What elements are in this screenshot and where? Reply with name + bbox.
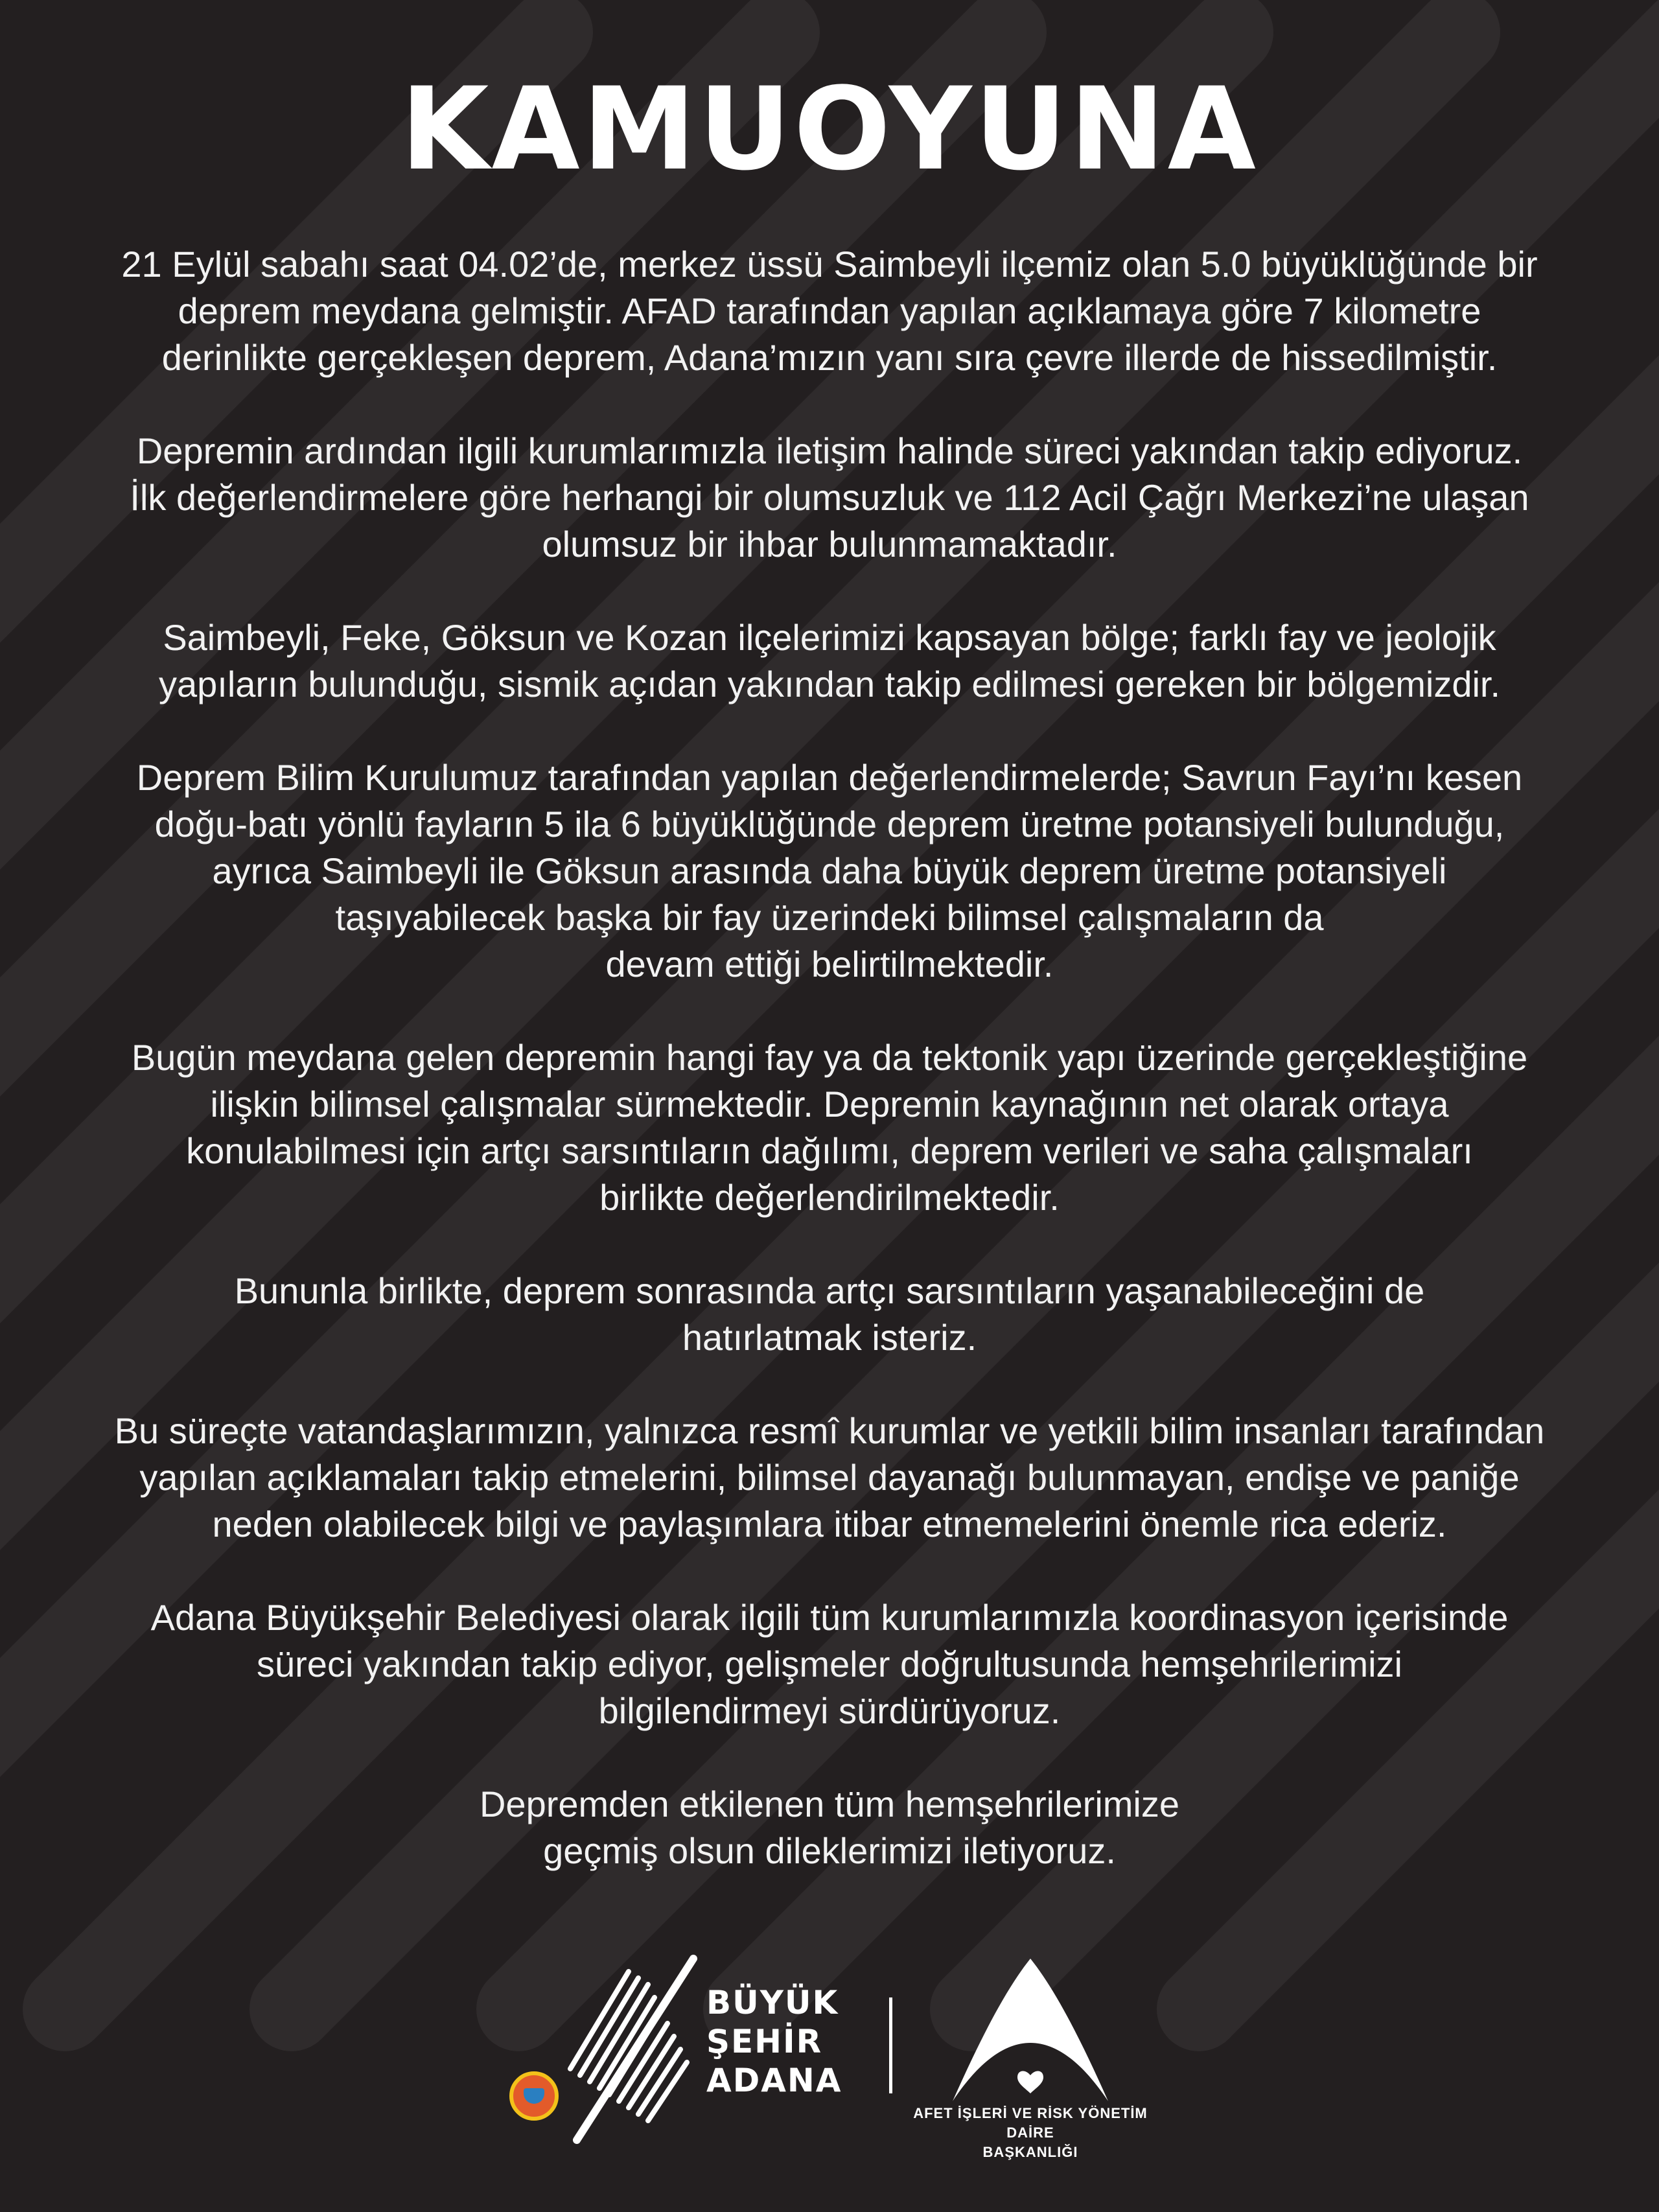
paragraph-line: 21 Eylül sabahı saat 04.02’de, merkez üssü Saimbeyli ilçemiz olan 5.0 büyüklüğünde bir xyxy=(121,244,1538,285)
paragraph xyxy=(71,1268,1588,1361)
footer-logos xyxy=(0,1938,1659,2158)
paragraph xyxy=(71,1594,1588,1734)
paragraph-line: Bu süreçte vatandaşlarımızın, yalnızca resmî kurumlar ve yetkili bilim insanları tarafından xyxy=(114,1410,1545,1451)
paragraph-line: süreci yakından takip ediyor, gelişmeler doğrultusunda hemşehrilerimizi xyxy=(257,1644,1402,1684)
paragraph-line: Bununla birlikte, deprem sonrasında artçı sarsıntıların yaşanabileceğini de xyxy=(234,1270,1425,1311)
paragraph xyxy=(71,1781,1588,1874)
logo-divider xyxy=(889,1997,892,2093)
paragraph-line: derinlikte gerçekleşen deprem, Adana’mızın yanı sıra çevre illerde de hissedilmiştir. xyxy=(161,337,1498,378)
paragraph-line: konulabilmesi için artçı sarsıntıların dağılımı, deprem verileri ve saha çalışmaları xyxy=(186,1130,1473,1171)
municipality-logo-mark-icon xyxy=(557,1946,700,2153)
paragraph-line: ilişkin bilimsel çalışmalar sürmektedir. Depremin kaynağının net olarak ortaya xyxy=(210,1084,1449,1124)
paragraph-line: geçmiş olsun dileklerimizi iletiyoruz. xyxy=(543,1830,1116,1871)
afad-caption xyxy=(901,2104,1160,2162)
paragraph-line: yapıların bulunduğu, sismik açıdan yakından takip edilmesi gereken bir bölgemizdir. xyxy=(158,664,1501,704)
paragraph-line: İlk değerlendirmelere göre herhangi bir olumsuzluk ve 112 Acil Çağrı Merkezi’ne ulaşan xyxy=(130,477,1529,518)
paragraph-line: birlikte değerlendirilmektedir. xyxy=(599,1177,1060,1218)
paragraph-line: Saimbeyli, Feke, Göksun ve Kozan ilçelerimizi kapsayan bölge; farklı fay ve jeolojik xyxy=(163,617,1496,658)
paragraph-line: Bugün meydana gelen depremin hangi fay ya da tektonik yapı üzerinde gerçekleştiğine xyxy=(131,1037,1528,1078)
paragraph-line: taşıyabilecek başka bir fay üzerindeki bilimsel çalışmaların da xyxy=(335,897,1324,938)
paragraph-line: Deprem Bilim Kurulumuz tarafından yapılan değerlendirmelerde; Savrun Fayı’nı kesen xyxy=(136,757,1523,798)
afad-caption-line: BAŞKANLIĞI xyxy=(982,2144,1078,2160)
municipality-logo-text xyxy=(706,1983,875,2100)
paragraph-line: Depremden etkilenen tüm hemşehrilerimize xyxy=(479,1784,1180,1824)
paragraph-line: deprem meydana gelmiştir. AFAD tarafından yapılan açıklamaya göre 7 kilometre xyxy=(178,290,1481,331)
paragraph-line: ayrıca Saimbeyli ile Göksun arasında daha büyük deprem üretme potansiyeli xyxy=(212,850,1447,891)
paragraph-line: olumsuz bir ihbar bulunmamaktadır. xyxy=(542,524,1117,565)
paragraph xyxy=(71,1408,1588,1548)
paragraph xyxy=(71,241,1588,381)
paragraph-line: bilgilendirmeyi sürdürüyoruz. xyxy=(598,1690,1061,1731)
afad-caption-line: AFET İŞLERİ VE RİSK YÖNETİM DAİRE xyxy=(913,2105,1148,2141)
paragraph-line: doğu-batı yönlü fayların 5 ila 6 büyüklüğünde deprem üretme potansiyeli bulunduğu, xyxy=(154,804,1505,844)
paragraph xyxy=(71,428,1588,568)
paragraph-line: yapılan açıklamaları takip etmelerini, bilimsel dayanağı bulunmayan, endişe ve paniğe xyxy=(139,1457,1520,1498)
municipality-logo-line: ADANA xyxy=(706,2062,842,2099)
municipality-logo-line: ŞEHİR xyxy=(706,2023,823,2060)
paragraph-line: Adana Büyükşehir Belediyesi olarak ilgili tüm kurumlarımızla koordinasyon içerisinde xyxy=(150,1597,1509,1638)
paragraph-line: neden olabilecek bilgi ve paylaşımlara itibar etmemelerini önemle rica ederiz. xyxy=(212,1504,1447,1544)
paragraph-line: hatırlatmak isteriz. xyxy=(682,1317,977,1358)
paragraph-line: Depremin ardından ilgili kurumlarımızla iletişim halinde süreci yakından takip ediyoruz. xyxy=(136,430,1523,471)
announcement-body xyxy=(71,241,1588,1921)
municipality-seal-icon xyxy=(509,2071,559,2121)
paragraph xyxy=(71,754,1588,988)
paragraph xyxy=(71,1034,1588,1221)
municipality-logo-line: BÜYÜK xyxy=(706,1984,839,2021)
paragraph-line: devam ettiği belirtilmektedir. xyxy=(605,944,1054,984)
afad-logo-icon xyxy=(946,1952,1115,2108)
page-title: KAMUOYUNA xyxy=(400,63,1259,196)
paragraph xyxy=(71,614,1588,708)
